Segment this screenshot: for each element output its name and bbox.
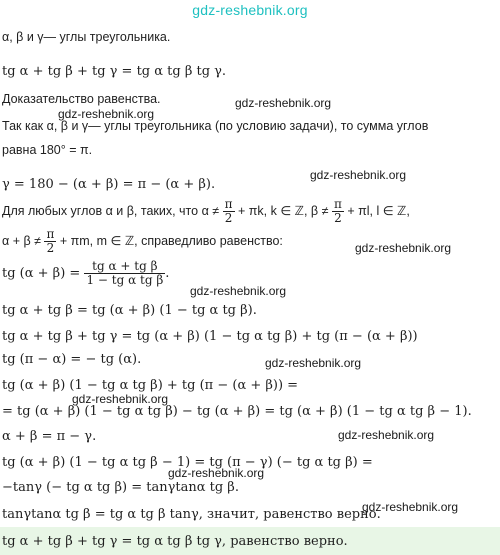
- equation-line: = tg (α + β) (1 − tg α tg β) − tg (α + β) = tg (α + β) (1 − tg α tg β − 1).: [2, 404, 472, 419]
- equation-line: tg α + tg β + tg γ = tg (α + β) (1 − tg α tg β) + tg (π − (α + β)): [2, 329, 418, 344]
- fraction: [44, 228, 56, 255]
- denominator: 2: [334, 211, 342, 225]
- watermark-text: gdz-reshebnik.org: [355, 241, 452, 255]
- condition-line: [2, 198, 410, 225]
- numerator: tg α + tg β: [84, 260, 165, 274]
- fraction: [84, 260, 165, 287]
- period: .: [165, 266, 170, 281]
- equation-line: tg (α + β) (1 − tg α tg β − 1) = tg (π − γ) (− tg α tg β) =: [2, 455, 373, 470]
- statement-line: α, β и γ— углы треугольника.: [2, 30, 171, 44]
- condition-text: + πl, l ∈ ℤ,: [347, 203, 410, 218]
- fraction: [223, 198, 235, 225]
- equation-line: tg α + tg β + tg γ = tg α tg β tg γ.: [2, 64, 227, 79]
- denominator: 1 − tg α tg β: [86, 273, 164, 287]
- numerator: π: [46, 227, 55, 241]
- watermark-text: gdz-reshebnik.org: [58, 107, 155, 121]
- condition-text: + πm, m ∈ ℤ, справедливо равенство:: [59, 233, 283, 248]
- denominator: 2: [224, 211, 233, 225]
- text-line: равна 180° = π.: [2, 143, 93, 157]
- equation-line: α + β = π − γ.: [2, 429, 97, 444]
- watermark-text: gdz-reshebnik.org: [362, 500, 459, 514]
- site-watermark-header: gdz-reshebnik.org: [192, 2, 308, 18]
- equation-line: tg α + tg β = tg (α + β) (1 − tg α tg β).: [2, 303, 257, 318]
- denominator: 2: [46, 241, 55, 255]
- proof-heading: Доказательство равенства.: [2, 92, 161, 106]
- watermark-text: gdz-reshebnik.org: [338, 428, 435, 442]
- condition-text: α + β ≠: [2, 233, 41, 248]
- condition-line: [2, 228, 283, 255]
- equation-line: −tanγ (− tg α tg β) = tanγtanα tg β.: [2, 480, 239, 495]
- equation-line: γ = 180 − (α + β) = π − (α + β).: [2, 177, 216, 192]
- equation-line: tg (α + β) (1 − tg α tg β) + tg (π − (α + β)) =: [2, 378, 299, 393]
- watermark-text: gdz-reshebnik.org: [168, 466, 265, 480]
- equation-left: tg (α + β) =: [2, 266, 81, 281]
- equation-line: [2, 260, 169, 287]
- fraction: [332, 198, 344, 225]
- conclusion-line: tg α + tg β + tg γ = tg α tg β tg γ, равенство верно.: [2, 534, 348, 549]
- text-line: Так как α, β и γ— углы треугольника (по условию задачи), то сумма углов: [2, 119, 429, 133]
- condition-text: + πk, k ∈ ℤ, β ≠: [238, 203, 329, 218]
- watermark-text: gdz-reshebnik.org: [265, 356, 362, 370]
- numerator: π: [224, 197, 233, 211]
- numerator: π: [333, 197, 342, 211]
- watermark-text: gdz-reshebnik.org: [310, 168, 407, 182]
- equation-line: tg (π − α) = − tg (α).: [2, 352, 142, 367]
- watermark-text: gdz-reshebnik.org: [72, 392, 169, 406]
- watermark-text: gdz-reshebnik.org: [190, 284, 287, 298]
- equation-line: tanγtanα tg β = tg α tg β tanγ, значит, равенство верно.: [2, 507, 381, 522]
- condition-text: Для любых углов α и β, таких, что α ≠: [2, 203, 220, 218]
- watermark-text: gdz-reshebnik.org: [235, 96, 332, 110]
